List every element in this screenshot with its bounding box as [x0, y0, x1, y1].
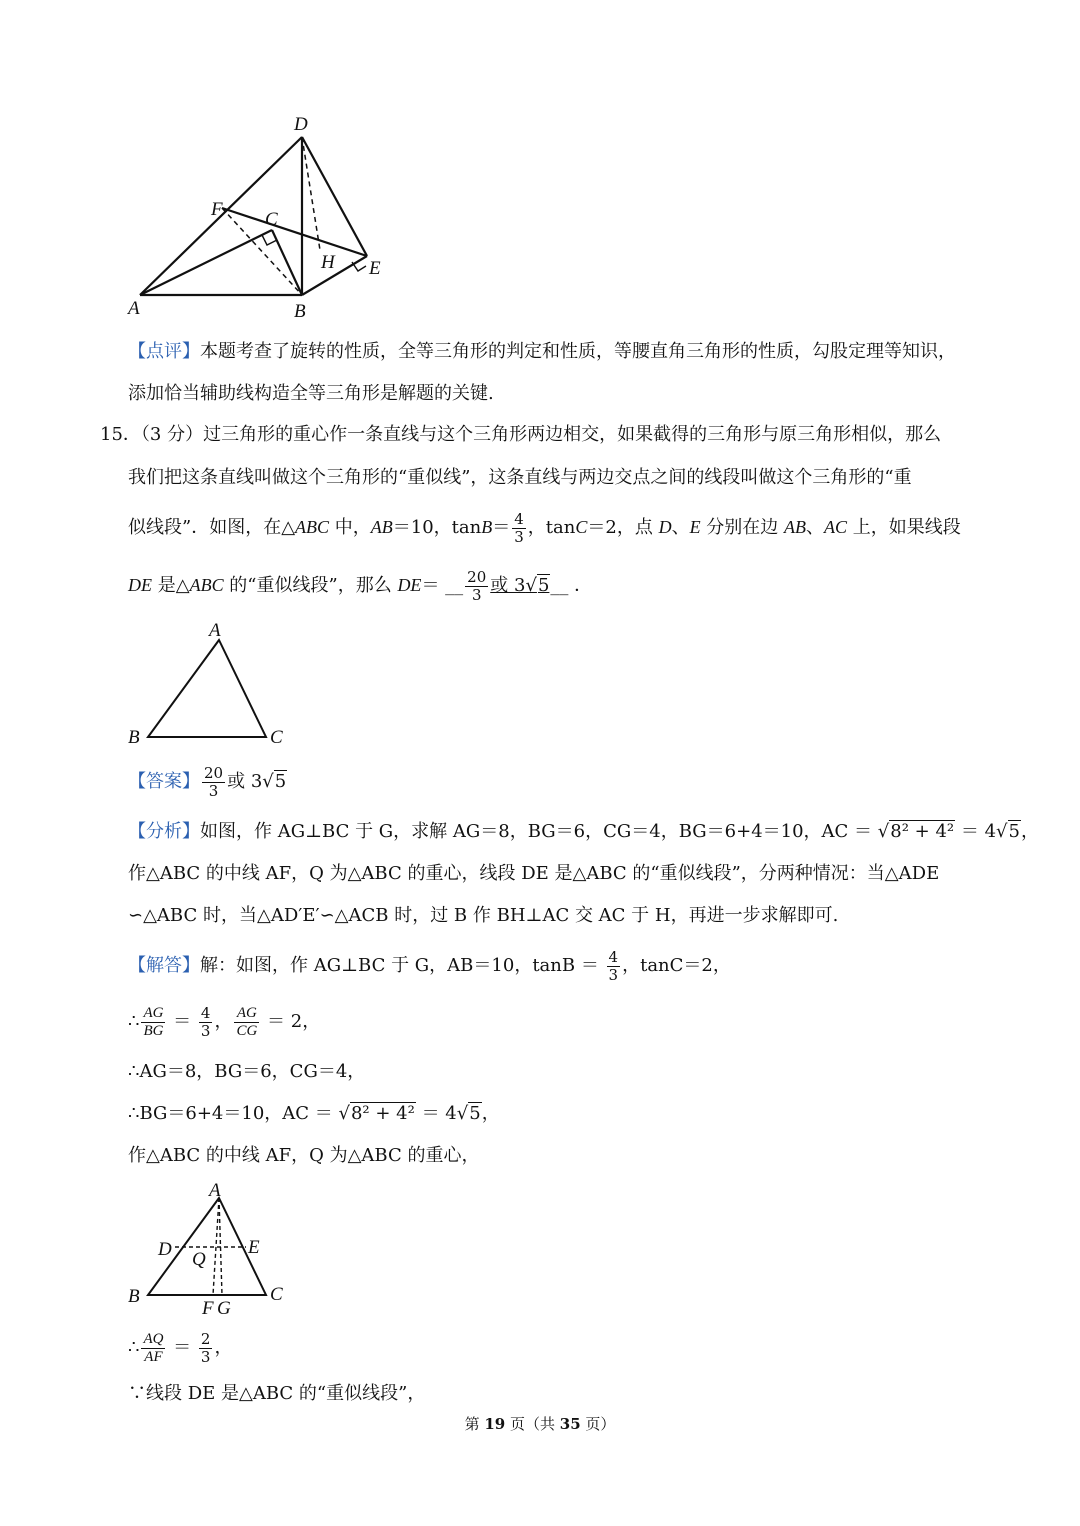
solution-line-1 [128, 946, 988, 986]
q-text: 分别在边 [700, 517, 785, 538]
frac-num: 4 [514, 509, 524, 528]
label-B: B [128, 1286, 140, 1307]
label-E: E [248, 1237, 260, 1258]
solution-text: ∴ [128, 1337, 140, 1358]
review-text-1: 本题考查了旋转的性质，全等三角形的判定和性质，等腰直角三角形的性质，勾股定理等知识， [200, 341, 956, 362]
solution-text: ∴ [128, 1011, 140, 1032]
solution-text: ∴BG＝6+4＝10，AC ＝ [128, 1103, 339, 1124]
figure-centroid-triangle [120, 1175, 300, 1320]
frac-num: 4 [608, 947, 619, 966]
frac-num: 20 [204, 763, 224, 782]
solution-text: ， [481, 1103, 500, 1124]
label-A: A [209, 620, 221, 641]
frac-den: 3 [200, 1347, 211, 1366]
solution-text: ＝ 4 [415, 1103, 457, 1124]
question-line-2 [128, 464, 988, 492]
frac-den: 3 [200, 1021, 211, 1040]
radicand: 8² + 4² [890, 821, 955, 842]
analysis-line-3 [128, 902, 988, 930]
frac-den: CG [236, 1022, 258, 1039]
solution-text: ＝ [167, 1337, 197, 1358]
q-text: ，tan [527, 517, 576, 538]
label-Q: Q [192, 1249, 206, 1270]
blank-fraction [465, 569, 488, 604]
question-text-1: 过三角形的重心作一条直线与这个三角形两边相交，如果截得的三角形与原三角形相似，那么 [203, 424, 942, 445]
frac-num: AG [234, 1005, 259, 1023]
q-var: AB [370, 517, 393, 537]
q-text: 、 [806, 517, 825, 538]
figure-triangle-abc [120, 615, 300, 750]
q-var: D [658, 517, 672, 537]
question-score: （3 分） [140, 424, 204, 445]
solution-text: ∵线段 DE 是△ABC 的“重似线段”， [128, 1383, 426, 1404]
solution-text: 解：如图，作 AG⊥BC 于 G，AB＝10，tanB ＝ [200, 955, 605, 976]
frac-num: AG [143, 1004, 164, 1021]
q-var: C [575, 517, 588, 537]
analysis-text: 如图，作 AG⊥BC 于 G，求解 AG＝8，BG＝6，CG＝4，BG＝6+4＝10，AC ＝ [200, 821, 878, 842]
radicand: 5 [537, 575, 550, 596]
segment-AC [140, 230, 272, 295]
q-text: ＝10，tan [392, 517, 482, 538]
q-text: 中， [329, 517, 371, 538]
solution-text: ∴AG＝8，BG＝6，CG＝4， [128, 1061, 366, 1082]
fraction-4-3 [199, 1005, 213, 1040]
q-text: 、 [671, 517, 690, 538]
frac-den: BG [143, 1022, 164, 1039]
label-G: G [217, 1298, 231, 1319]
label-B: B [294, 301, 306, 320]
radicand: 5 [1008, 821, 1020, 842]
q-text: 是△ [152, 575, 190, 596]
solution-text: ＝ 2， [261, 1011, 321, 1032]
q-var: DE [128, 575, 152, 595]
answer-blank: $\frac{20}{3}$ 或 3√5 [467, 567, 550, 604]
frac-num: 2 [200, 1329, 211, 1348]
radicand: 8² + 4² [350, 1103, 415, 1124]
solution-step-6 [128, 1380, 988, 1408]
radicand: 5 [469, 1103, 481, 1124]
question-line-4 [128, 565, 988, 606]
label-B: B [128, 727, 140, 748]
solution-step-3: ∴BG＝6+4＝10，AC ＝ √8² + 4² ＝ 4√5， [128, 1103, 500, 1124]
answer-tag: 【答案】 [128, 771, 200, 792]
analysis-tag: 【分析】 [128, 821, 200, 842]
label-D: D [294, 114, 308, 135]
label-C: C [265, 209, 278, 230]
analysis-line-1: 【分析】如图，作 AG⊥BC 于 G，求解 AG＝8，BG＝6，CG＝4，BG＝6+4＝10，AC ＝ √8² + 4² ＝ 4√5， [128, 821, 1039, 842]
q-var: AC [824, 517, 848, 537]
review-line-1 [128, 338, 988, 366]
footer-text: 页） [580, 1415, 616, 1433]
question-line-1 [100, 421, 960, 449]
footer-text: 第 [464, 1415, 485, 1433]
q-var: DE [397, 575, 422, 595]
question-text-2: 我们把这条直线叫做这个三角形的“重似线”，这条直线与两边交点之间的线段叫做这个三角形的“重 [128, 467, 912, 488]
page-footer [0, 1413, 1080, 1434]
radicand: 5 [274, 771, 287, 792]
answer-fraction [202, 765, 225, 800]
label-C: C [270, 727, 283, 748]
solution-text: 作△ABC 的中线 AF，Q 为△ABC 的重心， [128, 1145, 480, 1166]
frac-den: AF [144, 1348, 163, 1365]
solution-fraction [607, 949, 621, 984]
figure-rotation-triangles [120, 105, 400, 320]
q-var: E [689, 517, 701, 537]
q-var: AB [784, 517, 807, 537]
fraction-AG-BG [141, 1005, 165, 1040]
q-text: ＝ [492, 517, 511, 538]
analysis-line-2 [128, 860, 988, 888]
q-text: 似线段”．如图，在△ [128, 517, 296, 538]
analysis-text: 作△ABC 的中线 AF，Q 为△ABC 的重心，线段 DE 是△ABC 的“重似线段”，分两种情况：当△ADE [128, 863, 940, 884]
solution-tag: 【解答】 [128, 955, 200, 976]
label-E: E [369, 258, 381, 279]
label-H: H [321, 252, 335, 273]
solution-text: ＝ [167, 1011, 197, 1032]
page-number: 19 [484, 1415, 506, 1433]
solution-step-2 [128, 1058, 988, 1086]
q-text: ＝ __ [421, 575, 464, 596]
analysis-text: ， [1020, 821, 1039, 842]
solution-step-5 [128, 1328, 988, 1368]
analysis-text: ＝ 4 [955, 821, 997, 842]
tanB-fraction [512, 511, 526, 546]
solution-text: ，tanC＝2， [622, 955, 731, 976]
solution-text: ， [214, 1337, 233, 1358]
review-text-2: 添加恰当辅助线构造全等三角形是解题的关键. [128, 383, 494, 404]
q-text: ＝2，点 [587, 517, 659, 538]
question-number: 15． [100, 424, 141, 445]
answer-line: 【答案】 $\frac{20}{3}$ 或 3√5 [128, 763, 287, 800]
label-A: A [209, 1180, 221, 1201]
q-text: 的“重似线段”，那么 [223, 575, 398, 596]
review-tag: 【点评】 [128, 341, 200, 362]
fraction-AG-CG [234, 1005, 259, 1040]
frac-num: 20 [467, 567, 487, 586]
label-C: C [270, 1284, 283, 1305]
fraction-2-3 [199, 1331, 213, 1366]
fraction-AQ-AF [141, 1331, 165, 1366]
review-line-2 [128, 380, 988, 408]
triangle-ABC [148, 640, 266, 737]
q-text: 上，如果线段 [847, 517, 961, 538]
q-text: __ ． [550, 575, 593, 596]
q-var: ABC [189, 575, 224, 595]
question-line-3 [128, 507, 988, 548]
answer-text: 或 3 [227, 771, 263, 792]
frac-num: 4 [200, 1003, 211, 1022]
label-F: F [211, 199, 223, 220]
frac-den: 3 [514, 527, 524, 546]
solution-step-1 [128, 1002, 988, 1042]
frac-num: AQ [143, 1330, 164, 1347]
solution-text: ， [214, 1011, 233, 1032]
q-var: B [481, 517, 493, 537]
total-pages: 35 [559, 1415, 581, 1433]
label-D: D [158, 1239, 172, 1260]
footer-text: 页（共 [505, 1415, 560, 1433]
label-A: A [128, 298, 140, 319]
analysis-text: ∽△ABC 时，当△AD′E′∽△ACB 时，过 B 作 BH⊥AC 交 AC 于 H，再进一步求解即可. [128, 905, 839, 926]
q-text: 或 3 [490, 575, 526, 596]
label-F: F [202, 1298, 214, 1319]
frac-den: 3 [208, 781, 219, 800]
q-var: ABC [295, 517, 330, 537]
solution-step-4 [128, 1142, 988, 1170]
frac-den: 3 [608, 965, 619, 984]
frac-den: 3 [471, 585, 482, 604]
